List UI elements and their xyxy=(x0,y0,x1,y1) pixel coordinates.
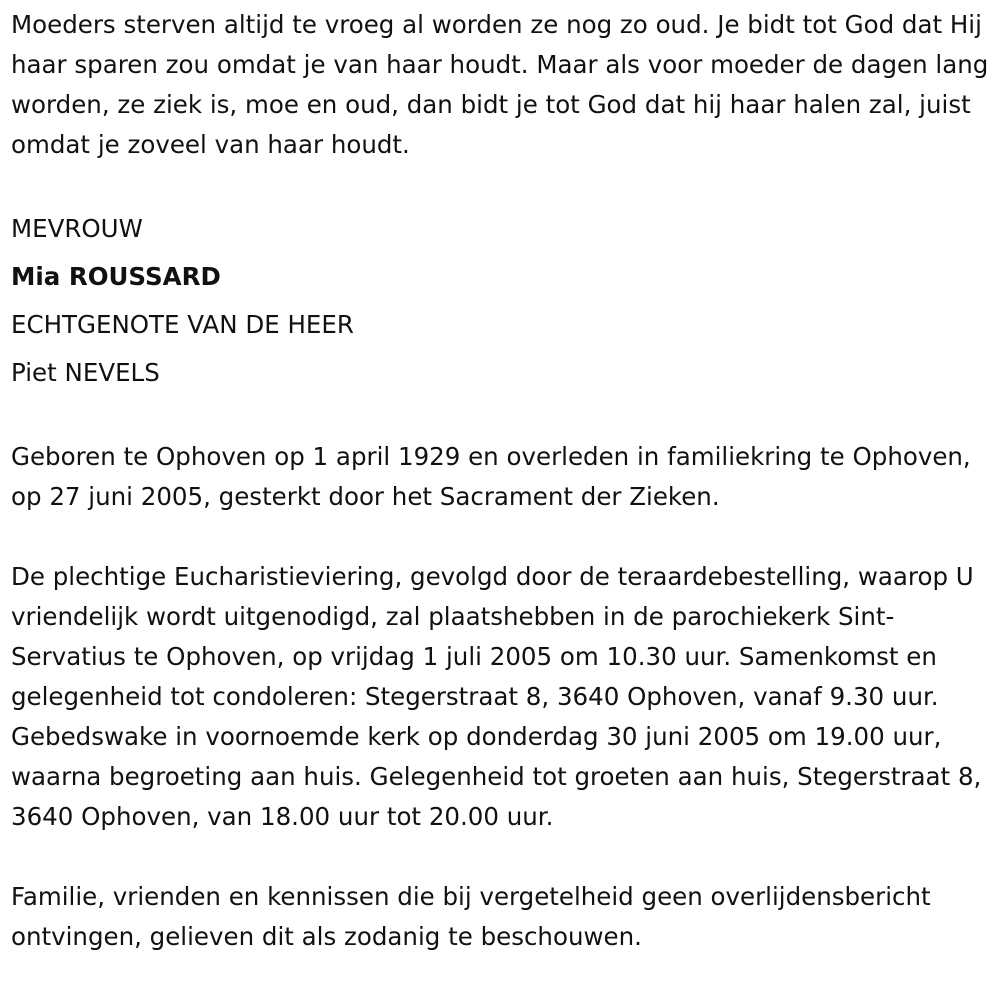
closing-paragraph: Familie, vrienden en kennissen die bij vergetelheid geen overlijdensbericht ontvingen, gelieven dit als zodanig te beschouwen. xyxy=(11,882,931,951)
memorial-poem: Moeders sterven altijd te vroeg al worden ze nog zo oud. Je bidt tot God dat Hij haar sparen zou omdat je van haar houdt. Maar als voor moeder de dagen lang worden, ze ziek is, moe en oud, dan bidt je tot God dat hij haar halen zal, juist omdat je zoveel van haar houdt. xyxy=(11,10,989,159)
obituary-document xyxy=(11,0,996,957)
ceremony-paragraph: De plechtige Eucharistieviering, gevolgd door de teraardebestelling, waarop U vriendelijk wordt uitgenodigd, zal plaatshebben in de parochiekerk Sint-Servatius te Ophoven, op vrijdag 1 juli 2005 om 10.30 uur. Samenkomst en gelegenheid tot condoleren: Stegerstraat 8, 3640 Ophoven, vanaf 9.30 uur. Gebedswake in voornoemde kerk op donderdag 30 juni 2005 om 19.00 uur, waarna begroeting aan huis. Gelegenheid tot groeten aan huis, Stegerstraat 8, 3640 Ophoven, van 18.00 uur tot 20.00 uur. xyxy=(11,562,982,831)
deceased-name: Mia ROUSSARD xyxy=(11,262,221,291)
birth-death-paragraph: Geboren te Ophoven op 1 april 1929 en overleden in familiekring te Ophoven, op 27 juni 2005, gesterkt door het Sacrament der Zieken. xyxy=(11,442,971,511)
spacer xyxy=(11,517,996,557)
spouse-name: Piet NEVELS xyxy=(11,358,160,387)
spacer xyxy=(11,165,996,205)
spacer xyxy=(11,837,996,877)
spacer xyxy=(11,397,996,437)
relation-line: ECHTGENOTE VAN DE HEER xyxy=(11,310,354,339)
title-mevrouw: MEVROUW xyxy=(11,214,143,243)
